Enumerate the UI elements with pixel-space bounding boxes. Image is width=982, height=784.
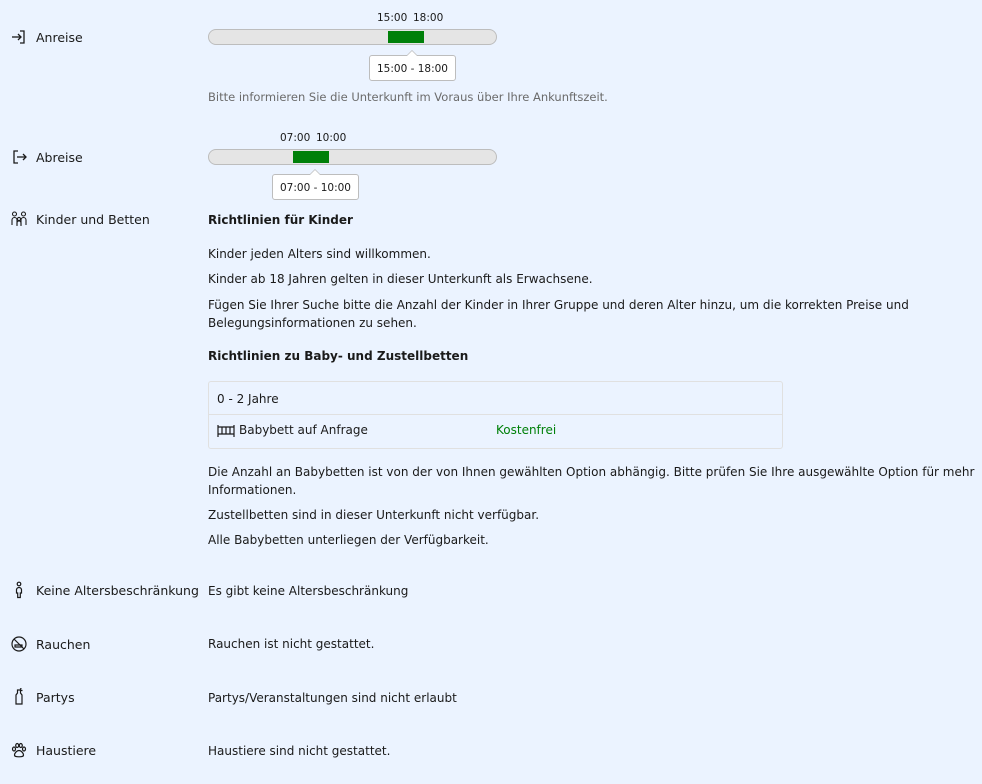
beds-p6: Alle Babybetten unterliegen der Verfügbarkeit. — [208, 533, 489, 547]
checkin-tooltip: 15:00 - 18:00 — [369, 55, 456, 81]
crib-row — [209, 415, 782, 449]
age-range-label: 0 - 2 Jahre — [217, 392, 279, 406]
children-policy-p3-line1: Fügen Sie Ihrer Suche bitte die Anzahl der Kinder in Ihrer Gruppe und deren Alter hinzu, um die korrekten Preise und — [208, 298, 909, 312]
bed-options-table — [208, 381, 783, 449]
checkout-label: Abreise — [36, 149, 83, 165]
checkin-row-label — [10, 28, 83, 46]
checkout-end-tick: 10:00 — [316, 132, 347, 144]
age-row-label — [10, 581, 199, 599]
checkin-end-tick: 18:00 — [413, 12, 444, 24]
age-text: Es gibt keine Altersbeschränkung — [208, 584, 409, 598]
checkout-timebar — [208, 149, 497, 165]
age-range-row — [209, 382, 782, 415]
children-policy-p3-line2: Belegungsinformationen zu sehen. — [208, 316, 417, 330]
checkin-label: Anreise — [36, 29, 83, 45]
pets-row-label — [10, 741, 96, 759]
smoking-label: Rauchen — [36, 636, 91, 652]
children-policy-p1: Kinder jeden Alters sind willkommen. — [208, 247, 431, 261]
parties-text: Partys/Veranstaltungen sind nicht erlaubt — [208, 691, 457, 705]
children-row-label — [10, 210, 150, 228]
smoking-text: Rauchen ist nicht gestattet. — [208, 637, 375, 651]
checkout-row-label — [10, 148, 83, 166]
children-label: Kinder und Betten — [36, 211, 150, 227]
parties-row-label — [10, 688, 75, 706]
pets-label: Haustiere — [36, 742, 97, 758]
party-bottle-icon — [10, 688, 28, 706]
beds-p5: Zustellbetten sind in dieser Unterkunft nicht verfügbar. — [208, 508, 540, 522]
arrow-out-icon — [10, 148, 28, 166]
no-smoking-icon — [10, 635, 28, 653]
paw-icon — [10, 741, 28, 759]
checkin-note: Bitte informieren Sie die Unterkunft im Voraus über Ihre Ankunftszeit. — [208, 90, 608, 104]
crib-label: Babybett auf Anfrage — [239, 423, 368, 437]
beds-p4-line2: Informationen. — [208, 483, 297, 497]
checkout-tooltip: 07:00 - 10:00 — [272, 174, 359, 200]
beds-p4-line1: Die Anzahl an Babybetten ist von der von Ihnen gewählten Option abhängig. Bitte prüfen Sie Ihre ausgewählte Option für mehr — [208, 465, 975, 479]
checkin-start-tick: 15:00 — [377, 12, 408, 24]
smoking-row-label — [10, 635, 90, 653]
checkin-timebar — [208, 29, 497, 45]
person-icon — [10, 581, 28, 599]
age-label: Keine Altersbeschränkung — [36, 582, 199, 598]
children-policy-p2: Kinder ab 18 Jahren gelten in dieser Unterkunft als Erwachsene. — [208, 272, 593, 286]
crib-icon — [217, 424, 235, 438]
checkout-time-window — [293, 151, 329, 163]
arrow-in-icon — [10, 28, 28, 46]
children-policy-title: Richtlinien für Kinder — [208, 213, 353, 227]
crib-price: Kostenfrei — [496, 423, 557, 437]
parties-label: Partys — [36, 689, 75, 705]
family-icon — [10, 210, 28, 228]
checkin-time-window — [388, 31, 424, 43]
checkout-start-tick: 07:00 — [280, 132, 311, 144]
beds-policy-title: Richtlinien zu Baby- und Zustellbetten — [208, 349, 469, 363]
pets-text: Haustiere sind nicht gestattet. — [208, 744, 391, 758]
